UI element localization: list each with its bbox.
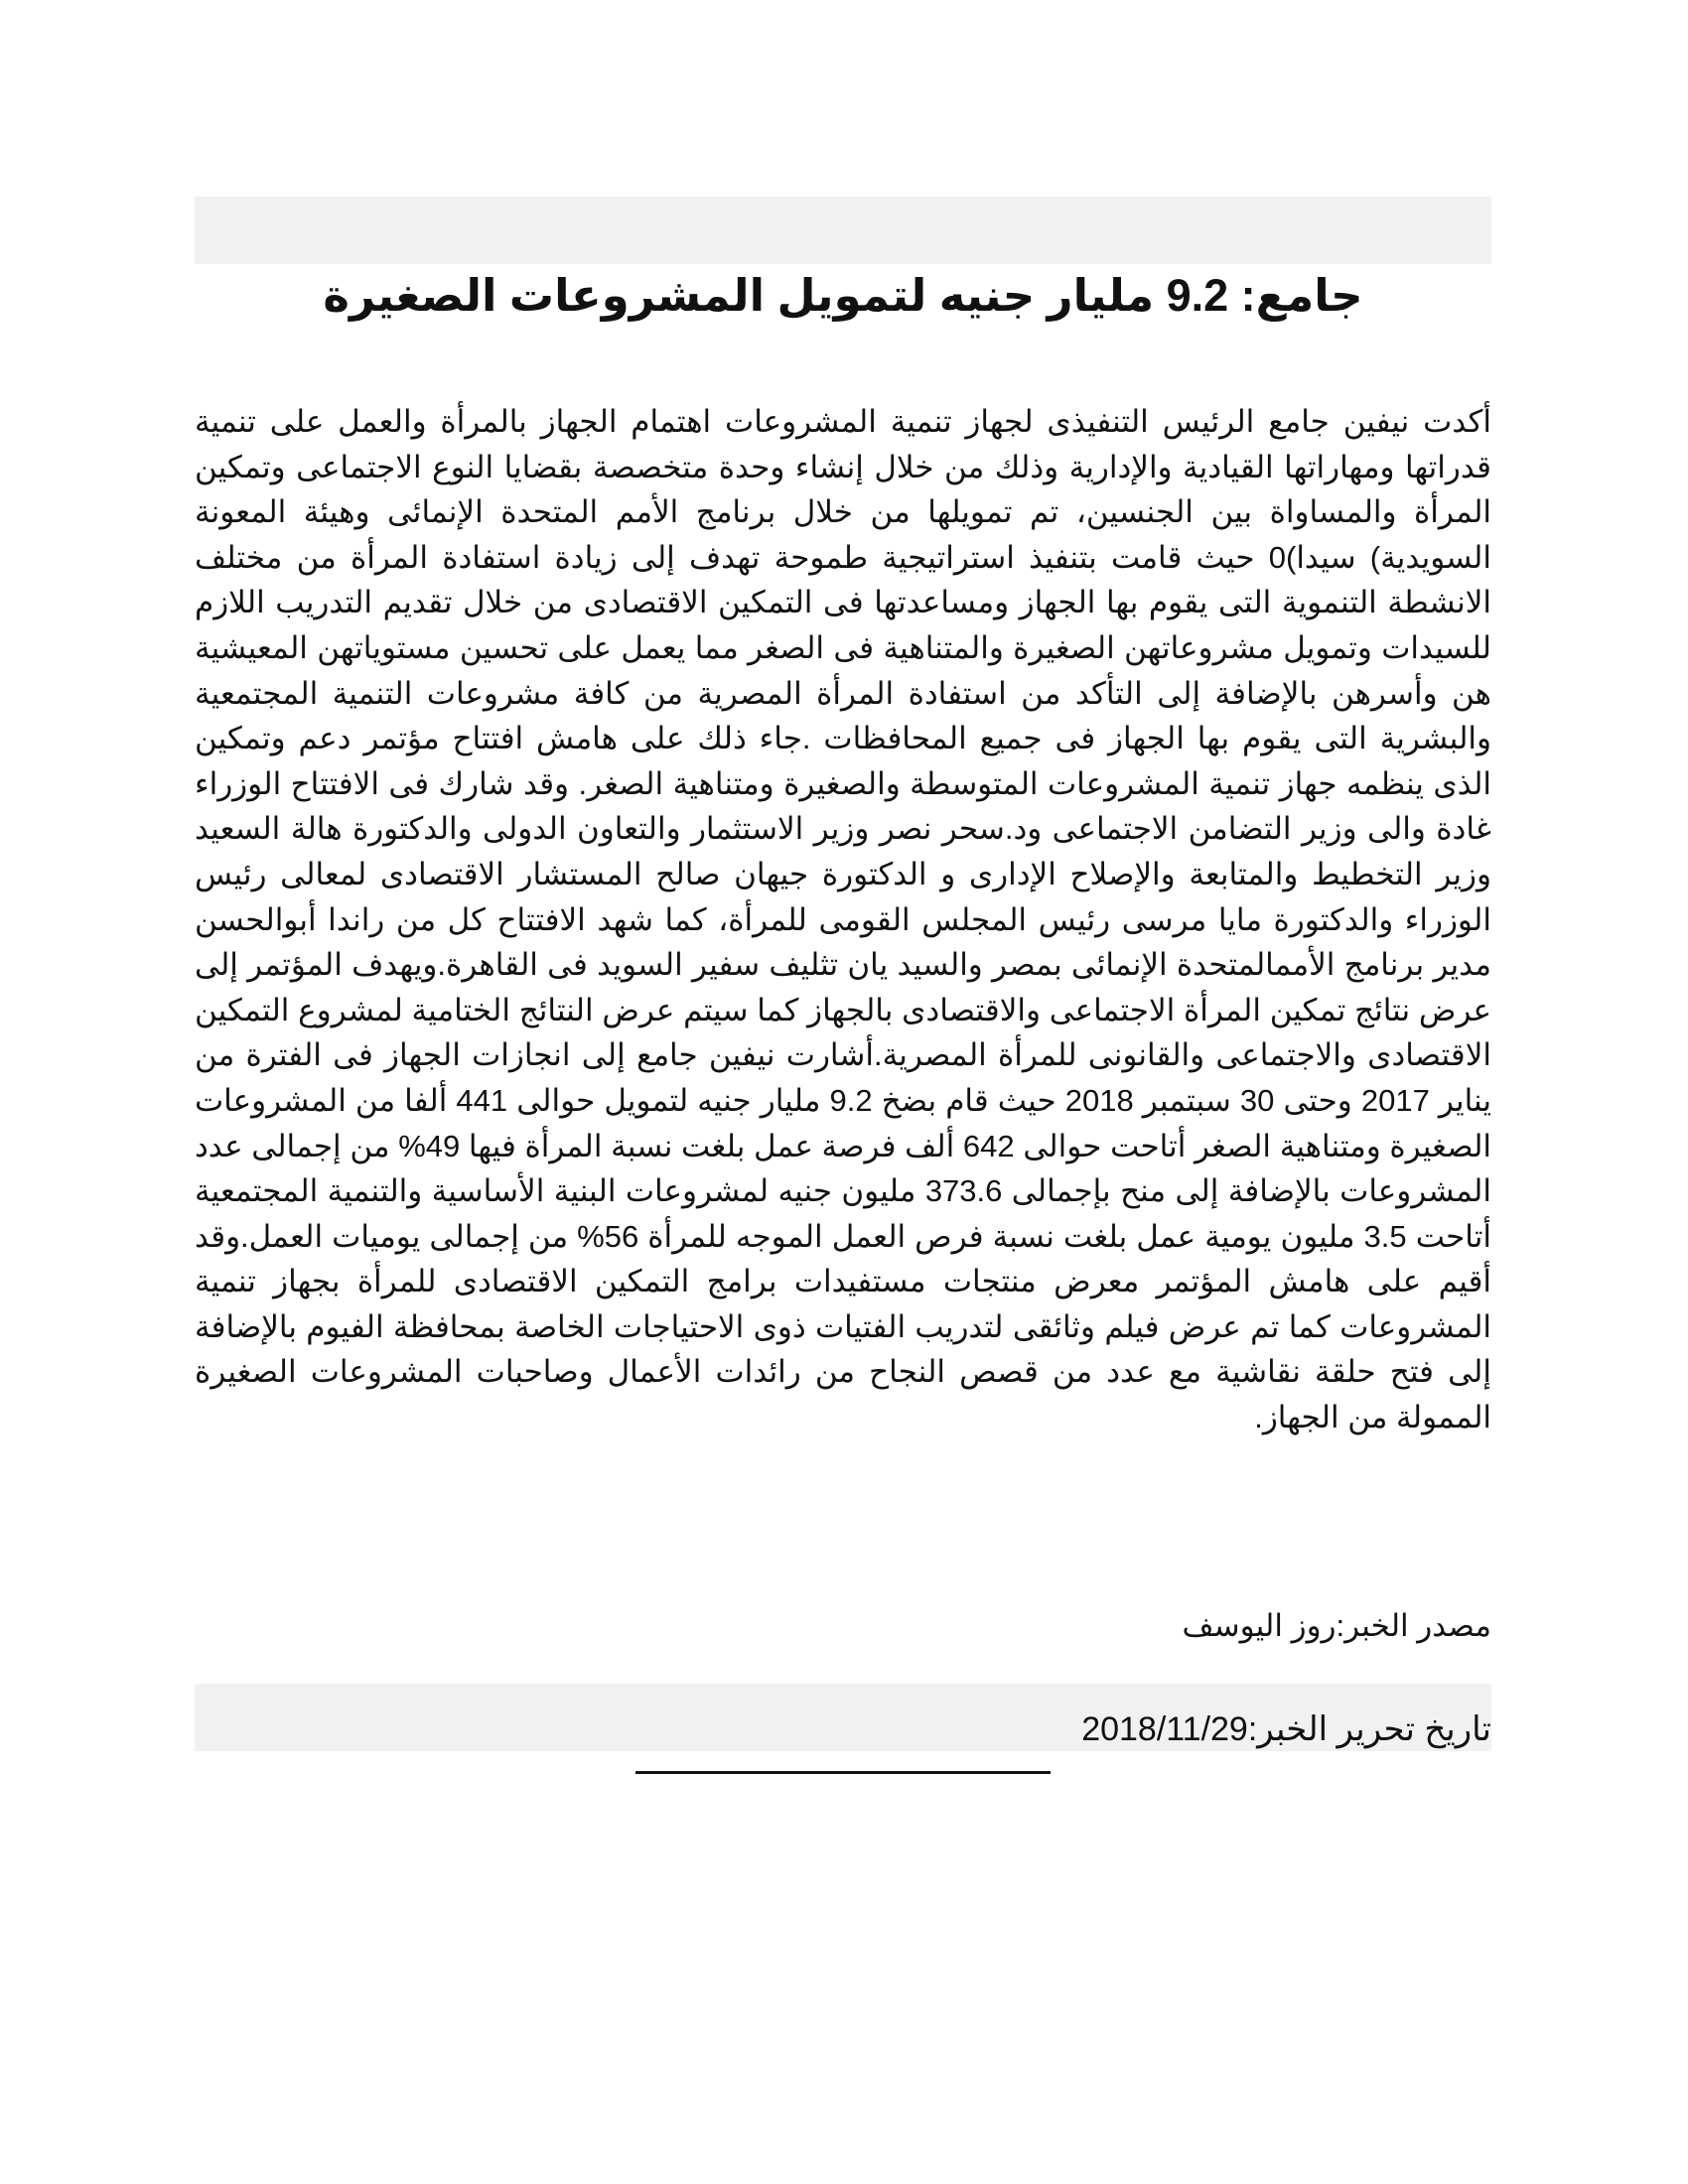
news-source: مصدر الخبر:روز اليوسف	[1182, 1608, 1491, 1643]
footer-divider	[635, 1771, 1051, 1774]
header-band	[195, 197, 1491, 264]
article-headline: جامع: 9.2 مليار جنيه لتمويل المشروعات الصغيرة	[323, 270, 1363, 321]
article-body: أكدت نيفين جامع الرئيس التنفيذى لجهاز تنمية المشروعات اهتمام الجهاز بالمرأة والعمل على تنمية قدراتها ومهاراتها القيادية والإدارية وذلك من خلال إنشاء وحدة متخصصة بقضايا النوع الاجتماعى وتمكين المرأة والمساواة بين الجنسين، تم تمويلها من خلال برنامج الأمم المتحدة الإنمائى وهيئة المعونة السويدية) سيدا)0 حيث قامت بتنفيذ استراتيجية طموحة تهدف إلى زيادة استفادة المرأة من مختلف الانشطة التنموية التى يقوم بها الجهاز ومساعدتها فى التمكين الاقتصادى من خلال تقديم التدريب اللازم للسيدات وتمويل مشروعاتهن الصغيرة والمتناهية فى الصغر مما يعمل على تحسين مستوياتهن المعيشية هن وأسرهن بالإضافة إلى التأكد من استفادة المرأة المصرية من كافة مشروعات التنمية المجتمعية والبشرية التى يقوم بها الجهاز فى جميع المحافظات .جاء ذلك على هامش افتتاح مؤتمر دعم وتمكين الذى ينظمه جهاز تنمية المشروعات المتوسطة والصغيرة ومتناهية الصغر. وقد شارك فى الافتتاح الوزراء غادة والى وزير التضامن الاجتماعى ود.سحر نصر وزير الاستثمار والتعاون الدولى والدكتورة هالة السعيد وزير التخطيط والمتابعة والإصلاح الإدارى و الدكتورة جيهان صالح المستشار الاقتصادى لمعالى رئيس الوزراء والدكتورة مايا مرسى رئيس المجلس القومى للمرأة، كما شهد الافتتاح كل من راندا أبوالحسن مدير برنامج الأممالمتحدة الإنمائى بمصر والسيد يان تثليف سفير السويد فى القاهرة.ويهدف المؤتمر إلى عرض نتائج تمكين المرأة الاجتماعى والاقتصادى بالجهاز كما سيتم عرض النتائج الختامية لمشروع التمكين الاقتصادى والاجتماعى والقانونى للمرأة المصرية.أشارت نيفين جامع إلى انجازات الجهاز فى الفترة من يناير 2017 وحتى 30 سبتمبر 2018 حيث قام بضخ 9.2 مليار جنيه لتمويل حوالى 441 ألفا من المشروعات الصغيرة ومتناهية الصغر أتاحت حوالى 642 ألف فرصة عمل بلغت نسبة المرأة فيها 49% من إجمالى عدد المشروعات بالإضافة إلى منح بإجمالى 373.6 مليون جنيه لمشروعات البنية الأساسية والتنمية المجتمعية أتاحت 3.5 مليون يومية عمل بلغت نسبة فرص العمل الموجه للمرأة 56% من إجمالى يوميات العمل.وقد أقيم على هامش المؤتمر معرض منتجات مستفيدات برامج التمكين الاقتصادى للمرأة بجهاز تنمية المشروعات كما تم عرض فيلم وثائقى لتدريب الفتيات ذوى الاحتياجات الخاصة بمحافظة الفيوم بالإضافة إلى فتح حلقة نقاشية مع عدد من قصص النجاح من رائدات الأعمال وصاحبات المشروعات الصغيرة الممولة من الجهاز.	[195, 404, 1492, 1435]
edit-date: تاريخ تحرير الخبر:2018/11/29	[1081, 1710, 1491, 1748]
